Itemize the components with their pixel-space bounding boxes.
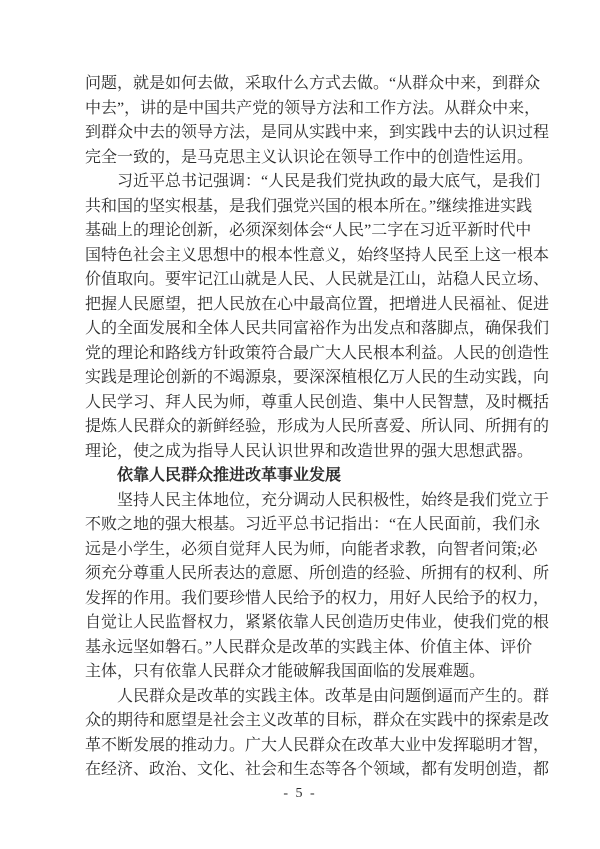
text-line: 习近平总书记强调：“人民是我们党执政的最大底气，是我们 bbox=[117, 173, 541, 190]
text-line: 理论，使之成为指导人民认识世界和改造世界的强大思想武器。 bbox=[85, 442, 534, 460]
text-line: 自觉让人民监督权力，紧紧依靠人民创造历史伟业，使我们党的根 bbox=[85, 614, 550, 631]
text-line: 人民学习、拜人民为师，尊重人民创造、集中人民智慧，及时概括 bbox=[85, 393, 550, 411]
text-line: 依靠人民群众推进改革事业发展 bbox=[117, 467, 342, 484]
section-heading bbox=[85, 464, 555, 489]
text-line: 人的全面发展和全体人民共同富裕作为出发点和落脚点，确保我们 bbox=[85, 320, 550, 337]
text-line: 到群众中去的领导方法，是同从实践中来，到实践中去的认识过程 bbox=[85, 124, 550, 141]
text-line: 革不断发展的推动力。广大人民群众在改革大业中发挥聪明才智， bbox=[85, 736, 550, 754]
text-line: 远是小学生，必须自觉拜人民为师，向能者求教，向智者问策;必 bbox=[85, 540, 538, 558]
text-line: 发挥的作用。我们要珍惜人民给予的权力，用好人民给予的权力， bbox=[85, 589, 550, 607]
text-line: 基永远坚如磐石。”人民群众是改革的实践主体、价值主体、评价 bbox=[85, 638, 533, 656]
text-line: 中去”，讲的是中国共产党的领导方法和工作方法。从群众中来， bbox=[85, 99, 541, 117]
text-line: 国特色社会主义思想中的根本性意义，始终坚持人民至上这一根本 bbox=[85, 246, 550, 264]
page-number: - 5 - bbox=[283, 786, 317, 801]
document-body bbox=[85, 72, 555, 783]
paragraph bbox=[85, 685, 555, 783]
text-line: 人民群众是改革的实践主体。改革是由问题倒逼而产生的。群 bbox=[117, 687, 550, 705]
text-line: 问题，就是如何去做，采取什么方式去做。“从群众中来，到群众 bbox=[85, 75, 541, 92]
text-line: 不败之地的强大根基。习近平总书记指出：“在人民面前，我们永 bbox=[85, 516, 541, 533]
text-line: 须充分尊重人民所表达的意愿、所创造的经验、所拥有的权利、所 bbox=[85, 565, 550, 582]
text-line: 实践是理论创新的不竭源泉，要深深植根亿万人民的生动实践，向 bbox=[85, 369, 550, 386]
text-line: 把握人民愿望，把人民放在心中最高位置，把增进人民福祉、促进 bbox=[85, 295, 550, 313]
paragraph bbox=[85, 489, 555, 685]
text-line: 党的理论和路线方针政策符合最广大人民根本利益。人民的创造性 bbox=[85, 344, 550, 362]
paragraph bbox=[85, 170, 555, 464]
text-line: 坚持人民主体地位，充分调动人民积极性，始终是我们党立于 bbox=[117, 491, 550, 509]
text-line: 主体，只有依靠人民群众才能破解我国面临的发展难题。 bbox=[85, 663, 486, 680]
text-line: 价值取向。要牢记江山就是人民、人民就是江山，站稳人民立场、 bbox=[85, 271, 550, 288]
text-line: 共和国的坚实根基，是我们强党兴国的根本所在。”继续推进实践 bbox=[85, 197, 533, 215]
text-line: 完全一致的，是马克思主义认识论在领导工作中的创造性运用。 bbox=[85, 148, 534, 166]
text-line: 提炼人民群众的新鲜经验，形成为人民所喜爱、所认同、所拥有的 bbox=[85, 418, 550, 435]
text-line: 众的期待和愿望是社会主义改革的目标，群众在实践中的探索是改 bbox=[85, 712, 550, 729]
text-line: 基础上的理论创新，必须深刻体会“人民”二字在习近平新时代中 bbox=[85, 222, 532, 239]
text-line: 在经济、政治、文化、社会和生态等各个领域，都有发明创造，都 bbox=[85, 761, 550, 778]
paragraph bbox=[85, 72, 555, 170]
